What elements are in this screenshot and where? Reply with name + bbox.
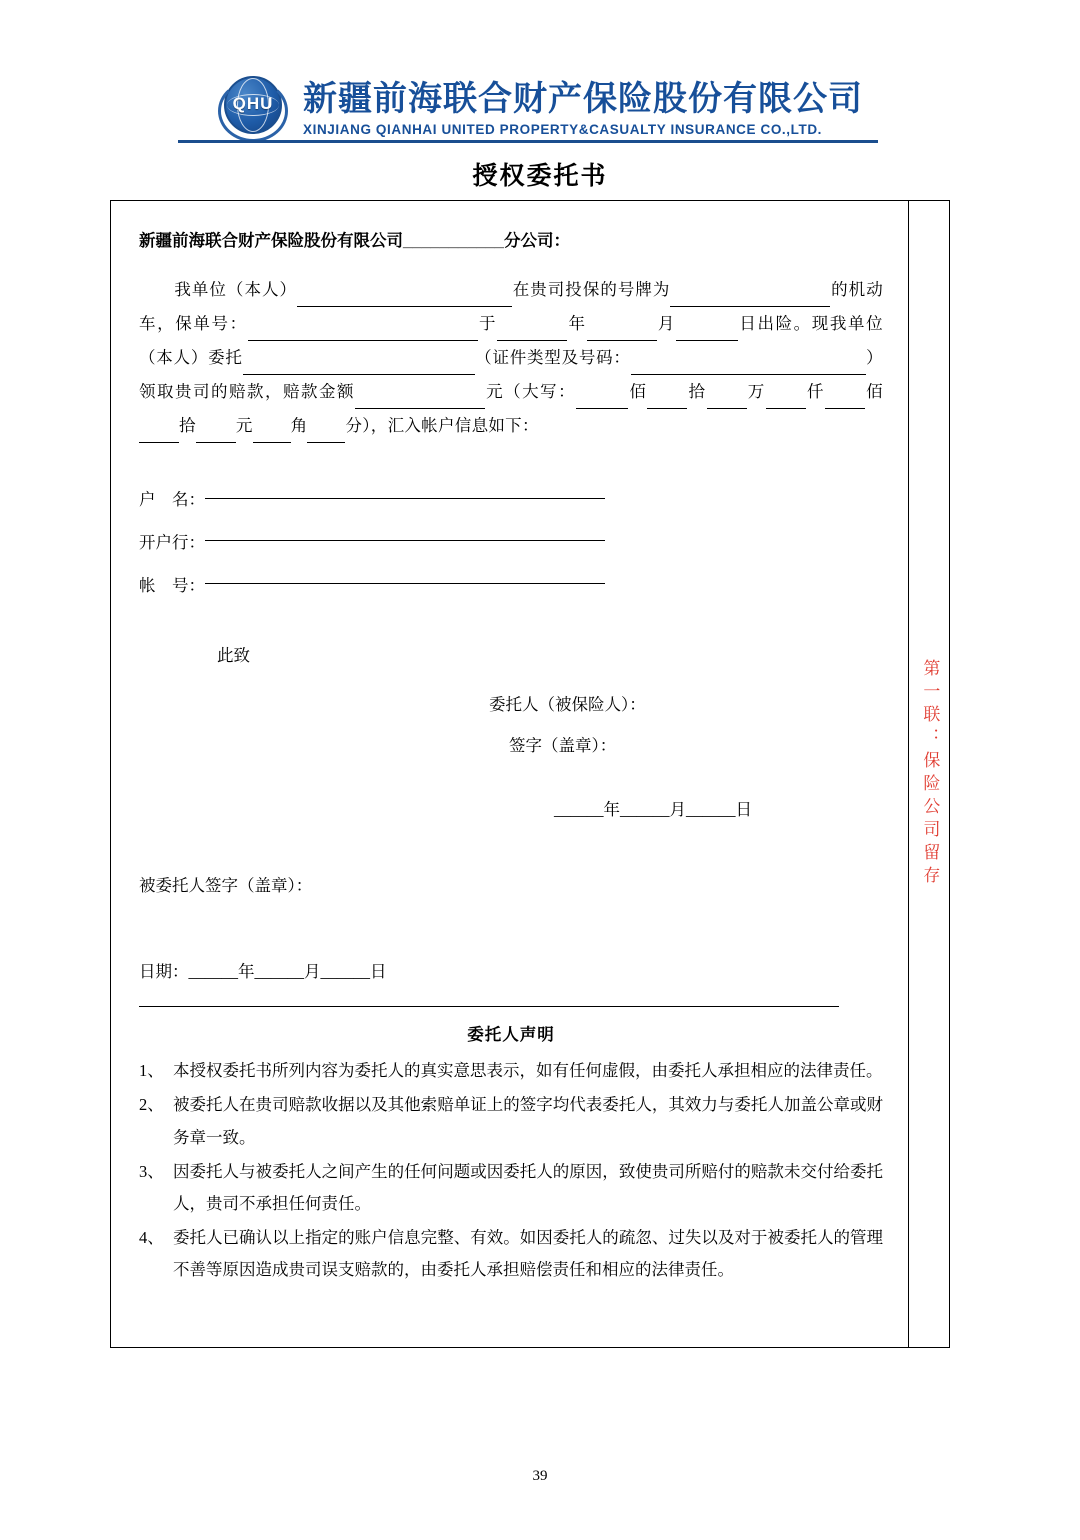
para-seg-9: ）领取贵司的赔款，赔款金额 <box>139 348 883 401</box>
page-number: 39 <box>532 1468 548 1484</box>
principal-signature-block <box>489 684 883 767</box>
account-bank-input[interactable] <box>205 524 605 542</box>
para-seg-17: 元 <box>235 416 253 435</box>
para-seg-5: 年 <box>567 314 587 333</box>
company-logo-icon <box>217 72 291 146</box>
addressee-line: 新疆前海联合财产保险股份有限公司___________分公司： <box>139 232 570 250</box>
list-item <box>139 1089 883 1153</box>
account-bank-row <box>139 522 883 565</box>
para-seg-14: 仟 <box>805 382 825 401</box>
principal-label: 委托人（被保险人）： <box>489 694 646 714</box>
declaration-number: 2、 <box>139 1095 164 1115</box>
account-number-input[interactable] <box>205 567 605 585</box>
agent-date-label: 日期：______年______月______日 <box>139 962 387 982</box>
account-bank-label: 开户行： <box>139 532 205 552</box>
company-name-cn: 新疆前海联合财产保险股份有限公司 <box>303 79 863 118</box>
account-name-row <box>139 479 883 522</box>
para-seg-18: 角 <box>290 416 308 435</box>
account-name-input[interactable] <box>205 481 605 499</box>
letterhead-rule <box>178 140 878 143</box>
closing-salutation: 此致 <box>217 645 250 665</box>
declaration-number: 3、 <box>139 1161 164 1181</box>
account-number-label: 帐 号： <box>139 575 205 595</box>
para-seg-1: 我单位（本人） <box>173 280 298 299</box>
agent-signature-label: 被委托人签字（盖章）： <box>139 876 313 896</box>
date-month: ______月 <box>620 800 686 820</box>
declaration-text: 被委托人在贵司赔款收据以及其他索赔单证上的签字均代表委托人，其效力与委托人加盖公章或财务章一致。 <box>173 1095 883 1147</box>
para-seg-16: 拾 <box>179 416 196 435</box>
letterhead <box>0 72 1080 146</box>
page-title: 授权委托书 <box>472 162 608 190</box>
date-year: ______年 <box>554 800 620 820</box>
company-name-en: XINJIANG QIANHAI UNITED PROPERTY&CASUALTY INSURANCE CO.,LTD. <box>303 122 823 138</box>
list-item <box>139 1156 883 1220</box>
para-seg-7: 日出险。现我单位（本人）委托 <box>139 314 883 367</box>
para-seg-11: 佰 <box>628 382 648 401</box>
declaration-number: 4、 <box>139 1228 164 1248</box>
para-seg-6: 月 <box>656 314 677 333</box>
declaration-number: 1、 <box>139 1061 164 1081</box>
para-seg-8: （证件类型及号码： <box>474 348 631 367</box>
form-frame <box>110 200 950 1348</box>
declaration-text: 本授权委托书所列内容为委托人的真实意思表示，如有任何虚假，由委托人承担相应的法律责任。 <box>173 1061 883 1081</box>
list-item <box>139 1222 883 1286</box>
para-seg-19: 分），汇入帐户信息如下： <box>345 416 539 435</box>
authorization-paragraph <box>139 273 883 443</box>
para-seg-3: 的机动车，保单号： <box>139 280 884 333</box>
account-name-label: 户 名： <box>139 490 205 509</box>
list-item <box>139 1055 883 1087</box>
para-seg-2: 在贵司投保的号牌为 <box>512 280 671 299</box>
signature-label: 签字（盖章）： <box>509 735 617 755</box>
declaration-text: 委托人已确认以上指定的账户信息完整、有效。如因委托人的疏忽、过失以及对于被委托人的管理不善等原因造成贵司误支赔款的，由委托人承担赔偿责任和相应的法律责任。 <box>173 1228 883 1280</box>
para-seg-10: 元（大写： <box>484 382 577 401</box>
date-day: ______日 <box>686 800 752 820</box>
declaration-list <box>139 1055 883 1286</box>
section-divider <box>139 1006 839 1007</box>
copy-marker-text: 第一联：保险公司留存 <box>920 659 940 889</box>
logo-monogram: QHU <box>232 94 274 113</box>
account-number-row <box>139 565 883 608</box>
principal-date-line <box>554 796 883 820</box>
para-seg-4: 于 <box>477 314 498 333</box>
para-seg-13: 万 <box>746 382 766 401</box>
copy-marker-strip <box>909 201 949 1347</box>
form-content <box>111 201 911 1347</box>
para-seg-15: 佰 <box>864 382 883 401</box>
declaration-title: 委托人声明 <box>467 1026 555 1045</box>
para-seg-12: 拾 <box>687 382 707 401</box>
account-info-block <box>139 479 883 608</box>
declaration-text: 因委托人与被委托人之间产生的任何问题或因委托人的原因，致使贵司所赔付的赔款未交付给委托人，贵司不承担任何责任。 <box>173 1161 883 1213</box>
